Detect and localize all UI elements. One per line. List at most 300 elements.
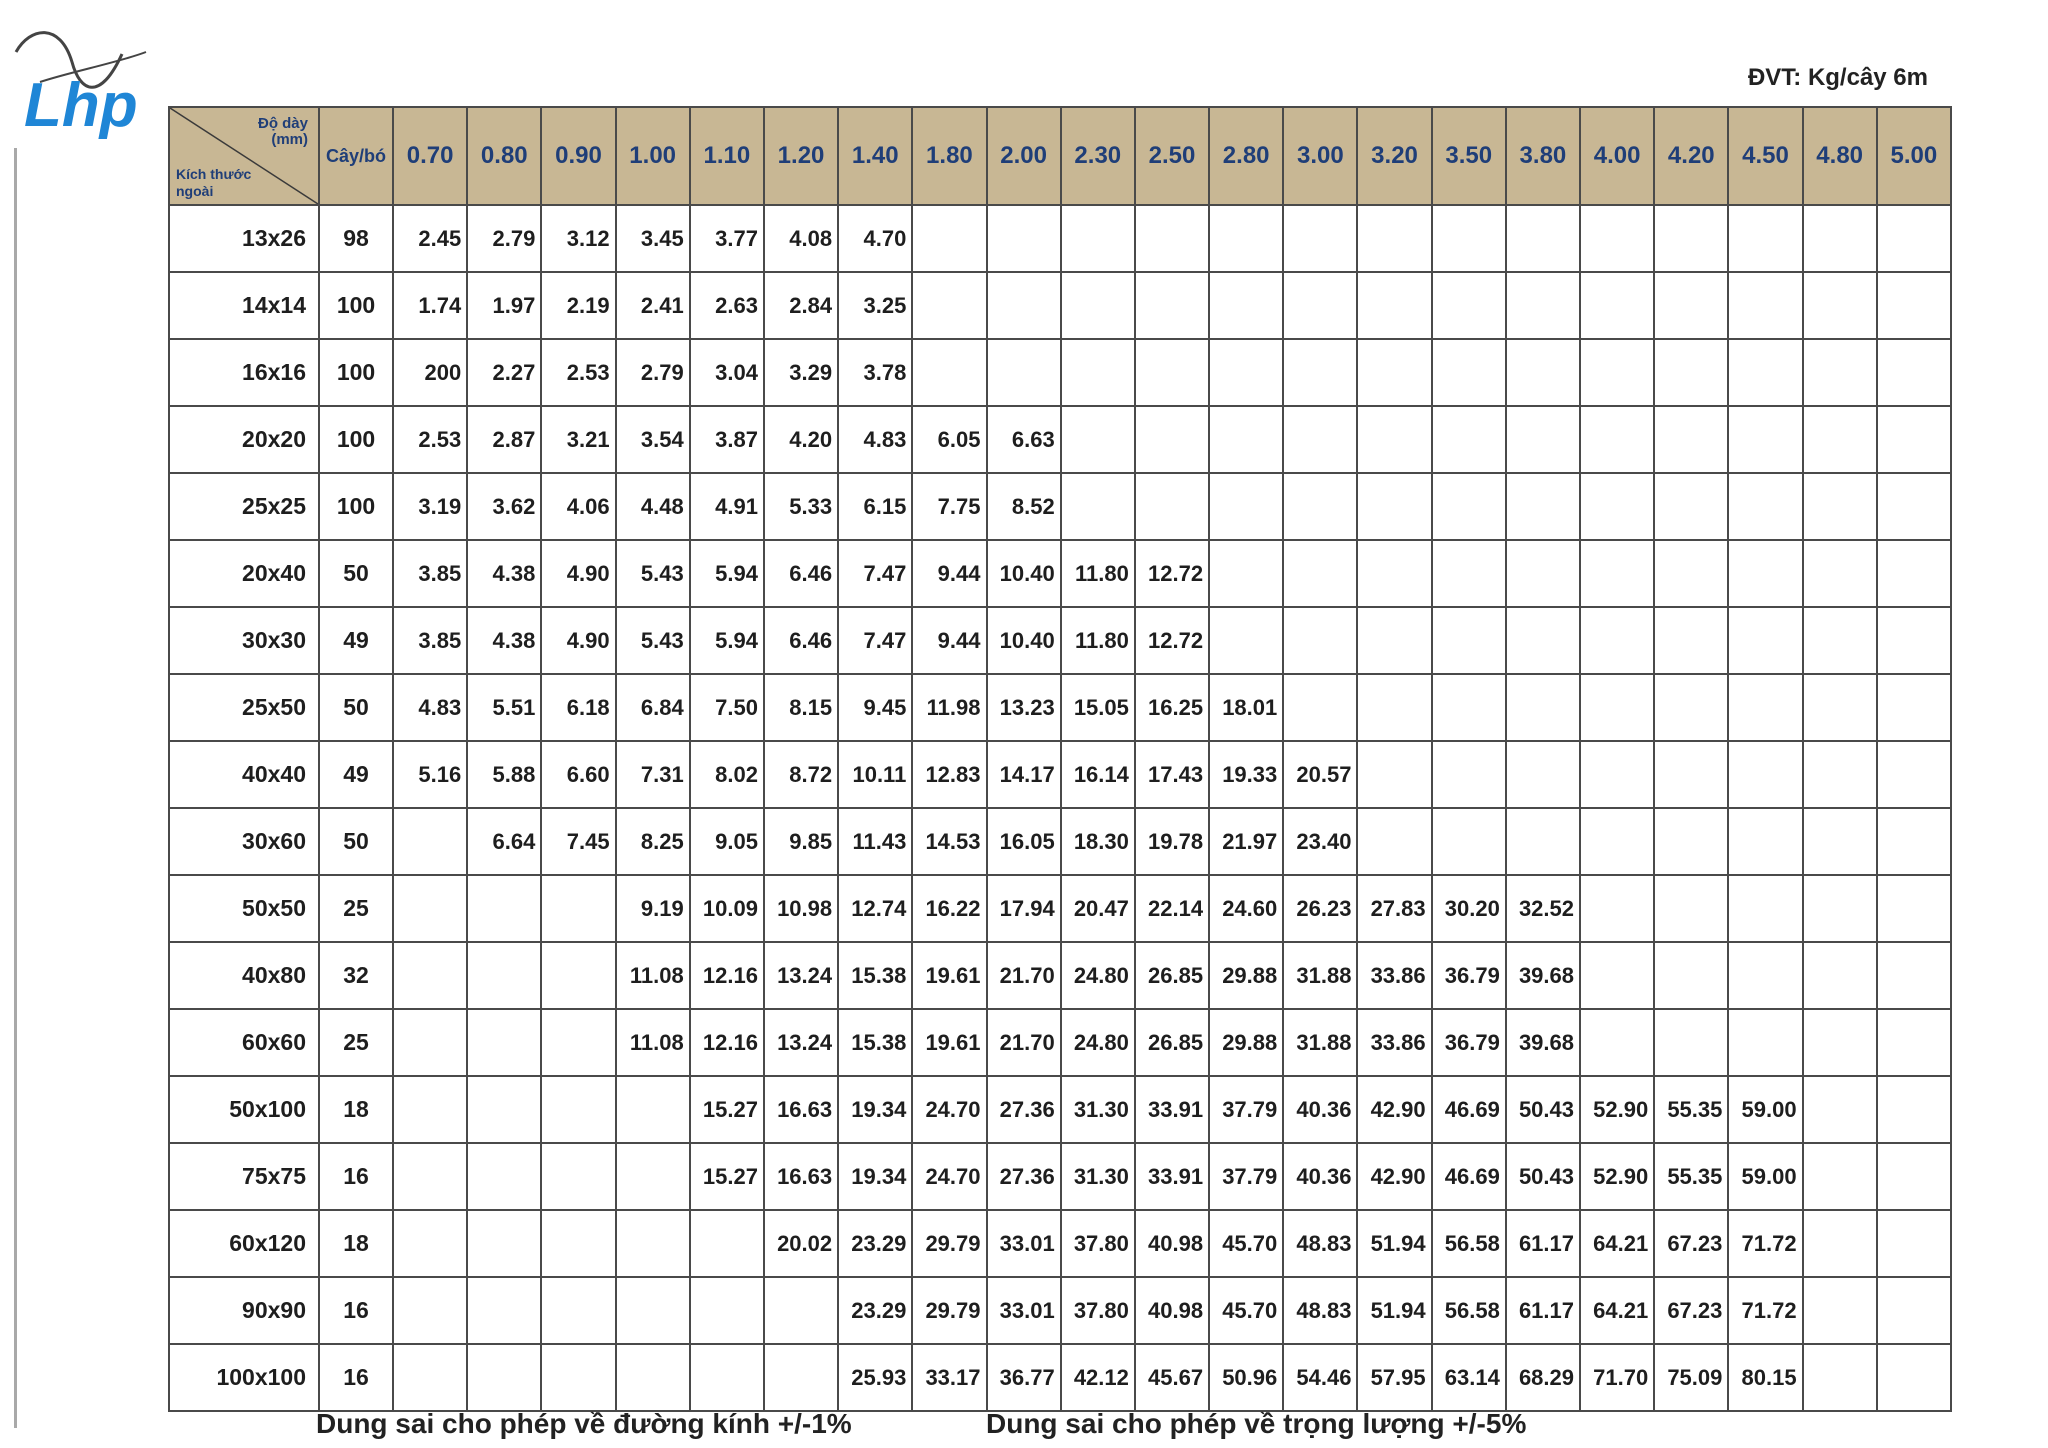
weight-cell: 61.17 (1506, 1210, 1580, 1277)
weight-cell (616, 1210, 690, 1277)
weight-cell (1728, 741, 1802, 808)
weight-cell: 59.00 (1728, 1143, 1802, 1210)
weight-cell (1877, 1076, 1951, 1143)
weight-cell (1654, 1009, 1728, 1076)
weight-cell: 12.72 (1135, 607, 1209, 674)
weight-cell: 3.12 (541, 205, 615, 272)
weight-cell (1803, 875, 1877, 942)
weight-cell: 21.70 (987, 1009, 1061, 1076)
weight-cell: 4.83 (393, 674, 467, 741)
weight-cell (1357, 339, 1431, 406)
weight-cell: 36.79 (1432, 942, 1506, 1009)
header-thickness-0.80: 0.80 (467, 107, 541, 205)
weight-cell: 3.87 (690, 406, 764, 473)
weight-cell (1803, 406, 1877, 473)
weight-cell: 10.40 (987, 607, 1061, 674)
weight-cell: 22.14 (1135, 875, 1209, 942)
weight-cell: 11.08 (616, 942, 690, 1009)
weight-cell (764, 1344, 838, 1411)
corner-thickness-unit: (mm) (271, 131, 308, 148)
weight-cell (1803, 540, 1877, 607)
weight-cell: 8.15 (764, 674, 838, 741)
weight-cell (1728, 540, 1802, 607)
weight-cell: 6.46 (764, 540, 838, 607)
per-bundle-cell: 100 (319, 473, 393, 540)
weight-cell (1283, 272, 1357, 339)
weight-cell (467, 1076, 541, 1143)
weight-cell: 1.74 (393, 272, 467, 339)
weight-cell (393, 1277, 467, 1344)
weight-cell: 56.58 (1432, 1210, 1506, 1277)
weight-cell: 2.41 (616, 272, 690, 339)
weight-cell: 12.72 (1135, 540, 1209, 607)
weight-cell: 11.80 (1061, 607, 1135, 674)
weight-cell: 9.44 (912, 540, 986, 607)
weight-cell (912, 205, 986, 272)
table-row (169, 1210, 1951, 1277)
weight-cell (1432, 205, 1506, 272)
weight-cell (1283, 473, 1357, 540)
weight-cell: 29.79 (912, 1277, 986, 1344)
weight-cell (1580, 741, 1654, 808)
weight-cell: 5.94 (690, 540, 764, 607)
weight-table (168, 106, 1952, 1412)
header-thickness-5.00: 5.00 (1877, 107, 1951, 205)
weight-cell (1877, 1009, 1951, 1076)
weight-cell: 31.88 (1283, 1009, 1357, 1076)
table-row (169, 272, 1951, 339)
weight-cell (467, 1344, 541, 1411)
size-cell: 25x50 (169, 674, 319, 741)
weight-cell (987, 205, 1061, 272)
table-row (169, 607, 1951, 674)
weight-cell: 19.78 (1135, 808, 1209, 875)
weight-cell (1580, 339, 1654, 406)
per-bundle-cell: 25 (319, 875, 393, 942)
weight-cell (690, 1344, 764, 1411)
weight-cell: 13.24 (764, 942, 838, 1009)
weight-cell: 45.67 (1135, 1344, 1209, 1411)
weight-cell (1728, 674, 1802, 741)
weight-cell (1357, 741, 1431, 808)
weight-cell: 5.43 (616, 540, 690, 607)
weight-cell (1580, 607, 1654, 674)
weight-cell: 64.21 (1580, 1210, 1654, 1277)
table-row (169, 942, 1951, 1009)
weight-cell: 39.68 (1506, 942, 1580, 1009)
header-thickness-0.70: 0.70 (393, 107, 467, 205)
weight-cell: 29.88 (1209, 1009, 1283, 1076)
size-cell: 60x120 (169, 1210, 319, 1277)
size-cell: 16x16 (169, 339, 319, 406)
weight-cell (1877, 272, 1951, 339)
weight-cell: 64.21 (1580, 1277, 1654, 1344)
weight-cell: 75.09 (1654, 1344, 1728, 1411)
weight-cell: 15.27 (690, 1143, 764, 1210)
weight-cell: 11.80 (1061, 540, 1135, 607)
table-row (169, 406, 1951, 473)
weight-cell: 18.01 (1209, 674, 1283, 741)
weight-cell (1580, 942, 1654, 1009)
weight-cell: 42.12 (1061, 1344, 1135, 1411)
weight-cell: 3.29 (764, 339, 838, 406)
weight-cell (1135, 272, 1209, 339)
weight-cell (1877, 875, 1951, 942)
lhp-logo (10, 22, 150, 142)
weight-cell (1580, 1009, 1654, 1076)
weight-cell: 4.90 (541, 607, 615, 674)
header-thickness-3.20: 3.20 (1357, 107, 1431, 205)
weight-cell: 33.01 (987, 1210, 1061, 1277)
weight-cell (1803, 1076, 1877, 1143)
weight-cell (1803, 205, 1877, 272)
weight-cell: 23.40 (1283, 808, 1357, 875)
weight-cell: 4.83 (838, 406, 912, 473)
per-bundle-cell: 100 (319, 406, 393, 473)
weight-cell (1580, 875, 1654, 942)
weight-cell (1506, 205, 1580, 272)
header-thickness-1.20: 1.20 (764, 107, 838, 205)
weight-cell (1061, 205, 1135, 272)
weight-cell: 56.58 (1432, 1277, 1506, 1344)
weight-cell (1877, 674, 1951, 741)
weight-cell: 2.87 (467, 406, 541, 473)
weight-cell (1654, 540, 1728, 607)
weight-cell: 4.38 (467, 607, 541, 674)
header-thickness-4.20: 4.20 (1654, 107, 1728, 205)
size-cell: 30x60 (169, 808, 319, 875)
weight-cell: 2.45 (393, 205, 467, 272)
weight-cell: 19.33 (1209, 741, 1283, 808)
weight-cell: 40.98 (1135, 1210, 1209, 1277)
weight-cell: 24.80 (1061, 942, 1135, 1009)
weight-cell (1728, 942, 1802, 1009)
weight-cell (1432, 540, 1506, 607)
weight-cell: 24.60 (1209, 875, 1283, 942)
weight-cell (1209, 473, 1283, 540)
weight-cell (1283, 607, 1357, 674)
weight-cell (1877, 1344, 1951, 1411)
weight-cell: 24.70 (912, 1143, 986, 1210)
corner-thickness-line: Độ dày (257, 115, 308, 132)
weight-cell: 24.70 (912, 1076, 986, 1143)
weight-cell: 3.45 (616, 205, 690, 272)
weight-cell: 16.22 (912, 875, 986, 942)
weight-cell (1135, 406, 1209, 473)
weight-cell (1432, 674, 1506, 741)
weight-cell (1728, 1009, 1802, 1076)
size-cell: 100x100 (169, 1344, 319, 1411)
weight-cell: 37.79 (1209, 1143, 1283, 1210)
weight-cell (1506, 808, 1580, 875)
weight-cell: 2.79 (616, 339, 690, 406)
weight-cell (1506, 473, 1580, 540)
weight-cell: 5.16 (393, 741, 467, 808)
weight-cell: 80.15 (1728, 1344, 1802, 1411)
weight-cell: 11.43 (838, 808, 912, 875)
weight-cell: 5.88 (467, 741, 541, 808)
weight-cell: 40.36 (1283, 1076, 1357, 1143)
weight-cell: 25.93 (838, 1344, 912, 1411)
weight-cell (1877, 473, 1951, 540)
corner-thickness-label (258, 116, 308, 148)
weight-cell: 31.88 (1283, 942, 1357, 1009)
weight-cell (1654, 406, 1728, 473)
weight-cell (1357, 674, 1431, 741)
weight-cell: 29.79 (912, 1210, 986, 1277)
weight-cell (1728, 272, 1802, 339)
weight-cell: 4.70 (838, 205, 912, 272)
weight-cell (1580, 406, 1654, 473)
weight-cell (541, 1009, 615, 1076)
weight-cell (1432, 808, 1506, 875)
weight-cell (1728, 607, 1802, 674)
weight-cell (690, 1277, 764, 1344)
weight-cell (616, 1344, 690, 1411)
weight-cell: 19.34 (838, 1143, 912, 1210)
weight-cell: 46.69 (1432, 1143, 1506, 1210)
weight-cell: 26.23 (1283, 875, 1357, 942)
weight-cell (764, 1277, 838, 1344)
weight-cell: 6.64 (467, 808, 541, 875)
header-thickness-4.50: 4.50 (1728, 107, 1802, 205)
per-bundle-cell: 49 (319, 607, 393, 674)
weight-cell: 6.18 (541, 674, 615, 741)
size-cell: 40x80 (169, 942, 319, 1009)
weight-cell (1357, 808, 1431, 875)
weight-cell (1654, 674, 1728, 741)
weight-cell (1580, 205, 1654, 272)
weight-cell: 11.08 (616, 1009, 690, 1076)
weight-cell: 36.79 (1432, 1009, 1506, 1076)
weight-cell: 33.91 (1135, 1143, 1209, 1210)
weight-cell (1803, 942, 1877, 1009)
weight-cell: 33.86 (1357, 1009, 1431, 1076)
weight-cell (1506, 674, 1580, 741)
weight-cell: 67.23 (1654, 1277, 1728, 1344)
weight-cell (393, 808, 467, 875)
left-border-line (14, 148, 17, 1428)
weight-cell: 50.96 (1209, 1344, 1283, 1411)
weight-cell (1877, 339, 1951, 406)
weight-cell: 48.83 (1283, 1277, 1357, 1344)
weight-cell (467, 1143, 541, 1210)
header-thickness-0.90: 0.90 (541, 107, 615, 205)
weight-cell (1728, 406, 1802, 473)
weight-cell (1728, 339, 1802, 406)
size-cell: 20x40 (169, 540, 319, 607)
table-row (169, 1076, 1951, 1143)
weight-cell (1803, 339, 1877, 406)
weight-cell (393, 1076, 467, 1143)
weight-cell (1506, 339, 1580, 406)
weight-cell: 71.72 (1728, 1277, 1802, 1344)
weight-cell (393, 1009, 467, 1076)
weight-cell (912, 339, 986, 406)
weight-cell (1506, 741, 1580, 808)
weight-cell (1357, 406, 1431, 473)
weight-cell (1135, 473, 1209, 540)
weight-cell (1283, 205, 1357, 272)
weight-cell: 21.97 (1209, 808, 1283, 875)
weight-cell: 26.85 (1135, 1009, 1209, 1076)
weight-cell (541, 942, 615, 1009)
weight-cell (1803, 1009, 1877, 1076)
weight-cell: 37.79 (1209, 1076, 1283, 1143)
size-cell: 20x20 (169, 406, 319, 473)
weight-cell: 7.47 (838, 607, 912, 674)
weight-cell (393, 1344, 467, 1411)
weight-cell: 17.94 (987, 875, 1061, 942)
weight-cell (541, 1143, 615, 1210)
weight-cell: 27.36 (987, 1076, 1061, 1143)
header-thickness-1.40: 1.40 (838, 107, 912, 205)
weight-cell: 4.90 (541, 540, 615, 607)
header-thickness-3.50: 3.50 (1432, 107, 1506, 205)
weight-cell (1654, 808, 1728, 875)
weight-cell (1357, 607, 1431, 674)
weight-cell (467, 875, 541, 942)
weight-cell (1728, 875, 1802, 942)
weight-cell (467, 1277, 541, 1344)
weight-cell: 29.88 (1209, 942, 1283, 1009)
weight-cell (1654, 473, 1728, 540)
corner-size-line: Kích thước (176, 166, 252, 182)
weight-cell (1803, 1277, 1877, 1344)
weight-cell: 6.63 (987, 406, 1061, 473)
table-row (169, 875, 1951, 942)
weight-cell (1061, 339, 1135, 406)
weight-cell (467, 1210, 541, 1277)
weight-cell: 5.33 (764, 473, 838, 540)
weight-cell: 10.40 (987, 540, 1061, 607)
weight-cell: 16.14 (1061, 741, 1135, 808)
table-row (169, 808, 1951, 875)
weight-cell: 27.36 (987, 1143, 1061, 1210)
weight-cell (1803, 674, 1877, 741)
weight-cell (616, 1143, 690, 1210)
weight-cell (1209, 272, 1283, 339)
weight-cell: 6.84 (616, 674, 690, 741)
weight-cell: 10.11 (838, 741, 912, 808)
weight-cell (1209, 205, 1283, 272)
weight-cell (1803, 607, 1877, 674)
per-bundle-cell: 16 (319, 1277, 393, 1344)
weight-cell: 45.70 (1209, 1277, 1283, 1344)
table-row (169, 674, 1951, 741)
weight-cell: 14.53 (912, 808, 986, 875)
weight-cell (1357, 272, 1431, 339)
weight-cell: 39.68 (1506, 1009, 1580, 1076)
weight-cell (1803, 1210, 1877, 1277)
weight-cell: 45.70 (1209, 1210, 1283, 1277)
size-cell: 75x75 (169, 1143, 319, 1210)
header-thickness-2.80: 2.80 (1209, 107, 1283, 205)
weight-cell (1728, 205, 1802, 272)
weight-cell (1803, 1344, 1877, 1411)
per-bundle-cell: 98 (319, 205, 393, 272)
weight-cell: 9.05 (690, 808, 764, 875)
weight-cell (1209, 607, 1283, 674)
weight-cell: 20.57 (1283, 741, 1357, 808)
weight-cell (1357, 205, 1431, 272)
weight-cell (1803, 1143, 1877, 1210)
weight-cell: 3.85 (393, 607, 467, 674)
size-cell: 50x50 (169, 875, 319, 942)
weight-cell: 40.98 (1135, 1277, 1209, 1344)
weight-cell: 16.63 (764, 1143, 838, 1210)
size-cell: 90x90 (169, 1277, 319, 1344)
weight-cell (1877, 1277, 1951, 1344)
weight-cell: 5.94 (690, 607, 764, 674)
weight-cell (1803, 808, 1877, 875)
weight-cell: 19.61 (912, 942, 986, 1009)
weight-cell (1283, 674, 1357, 741)
weight-cell: 50.43 (1506, 1076, 1580, 1143)
weight-cell: 26.85 (1135, 942, 1209, 1009)
weight-cell: 63.14 (1432, 1344, 1506, 1411)
weight-cell: 3.85 (393, 540, 467, 607)
weight-cell: 200 (393, 339, 467, 406)
weight-cell (1357, 540, 1431, 607)
header-thickness-3.00: 3.00 (1283, 107, 1357, 205)
weight-cell: 19.34 (838, 1076, 912, 1143)
weight-cell: 5.43 (616, 607, 690, 674)
weight-cell: 4.06 (541, 473, 615, 540)
weight-cell: 20.02 (764, 1210, 838, 1277)
weight-cell: 12.16 (690, 942, 764, 1009)
per-bundle-cell: 50 (319, 540, 393, 607)
size-cell: 60x60 (169, 1009, 319, 1076)
weight-cell (1135, 339, 1209, 406)
weight-cell: 20.47 (1061, 875, 1135, 942)
weight-cell: 52.90 (1580, 1143, 1654, 1210)
weight-cell: 6.46 (764, 607, 838, 674)
per-bundle-cell: 16 (319, 1143, 393, 1210)
weight-cell (1877, 1210, 1951, 1277)
size-cell: 50x100 (169, 1076, 319, 1143)
weight-cell: 7.45 (541, 808, 615, 875)
weight-cell: 32.52 (1506, 875, 1580, 942)
weight-cell: 18.30 (1061, 808, 1135, 875)
header-thickness-3.80: 3.80 (1506, 107, 1580, 205)
weight-cell (1061, 473, 1135, 540)
weight-cell: 19.61 (912, 1009, 986, 1076)
weight-cell: 6.60 (541, 741, 615, 808)
weight-cell (1357, 473, 1431, 540)
weight-cell: 8.52 (987, 473, 1061, 540)
weight-cell (1432, 741, 1506, 808)
weight-cell (1803, 741, 1877, 808)
weight-cell (1803, 272, 1877, 339)
weight-cell (912, 272, 986, 339)
weight-cell: 6.15 (838, 473, 912, 540)
weight-cell (1877, 741, 1951, 808)
weight-cell (1283, 339, 1357, 406)
size-cell: 30x30 (169, 607, 319, 674)
weight-cell: 3.04 (690, 339, 764, 406)
weight-cell (1209, 540, 1283, 607)
weight-cell (690, 1210, 764, 1277)
weight-cell (987, 339, 1061, 406)
weight-cell (1506, 540, 1580, 607)
per-bundle-cell: 100 (319, 272, 393, 339)
weight-cell (1728, 808, 1802, 875)
weight-cell: 12.83 (912, 741, 986, 808)
weight-cell: 4.38 (467, 540, 541, 607)
weight-cell: 3.77 (690, 205, 764, 272)
weight-cell (987, 272, 1061, 339)
